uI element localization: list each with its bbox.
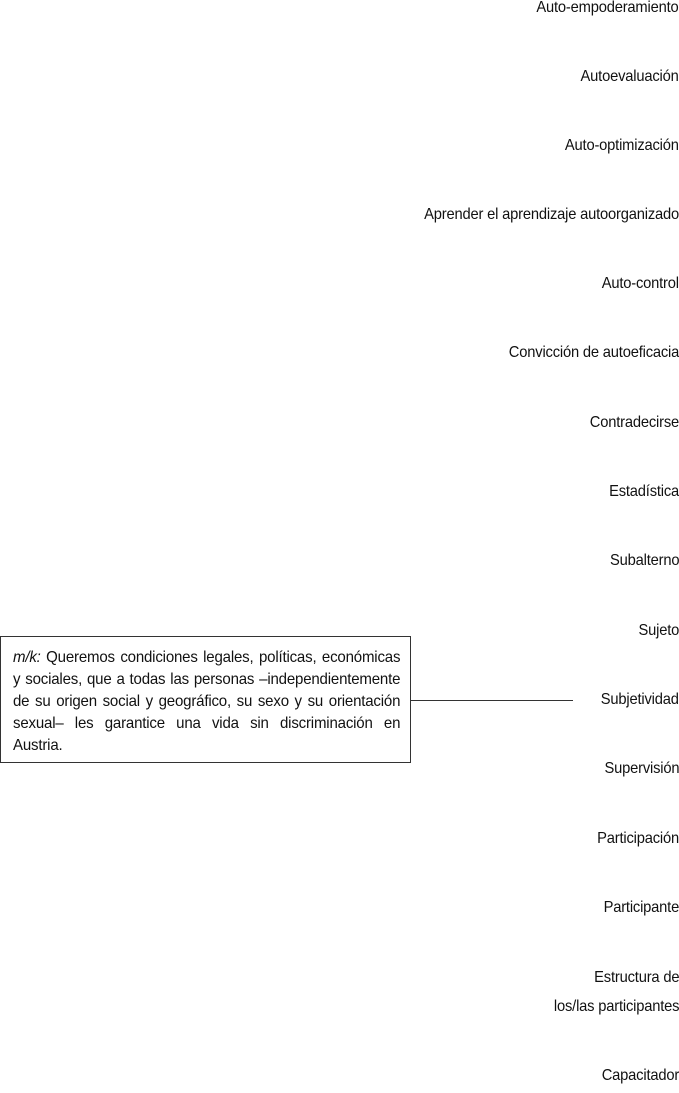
term-participante: Participante: [603, 899, 679, 916]
term-estructura-line-2: los/las participantes: [553, 998, 679, 1015]
term-autoevaluacion: Autoevaluación: [580, 68, 679, 85]
term-conviccion-autoeficacia: Convicción de autoeficacia: [508, 344, 679, 361]
term-auto-control: Auto-control: [601, 275, 679, 292]
annotation-box: [0, 636, 411, 763]
term-supervision: Supervisión: [604, 760, 679, 777]
annotation-body: Queremos condiciones legales, políticas, económicas y sociales, que a todas las personas –independientemente de su origen social y geográfico, su sexo y su orientación sexual– les garantice una vida sin discriminación en Austria.: [13, 649, 401, 754]
connector-line: [411, 700, 573, 701]
term-sujeto: Sujeto: [638, 622, 679, 639]
term-estructura-participantes: [554, 963, 679, 1021]
term-aprender-aprendizaje-autoorganizado: Aprender el aprendizaje autoorganizado: [424, 206, 679, 223]
term-subalterno: Subalterno: [609, 552, 679, 569]
term-auto-optimizacion: Auto-optimización: [565, 137, 679, 154]
term-auto-empoderamiento: Auto-empoderamiento: [536, 0, 679, 16]
annotation-text: [13, 647, 400, 757]
term-contradecirse: Contradecirse: [589, 414, 679, 431]
term-estadistica: Estadística: [609, 483, 679, 500]
term-subjetividad: Subjetividad: [601, 691, 679, 708]
term-participacion: Participación: [597, 830, 679, 847]
term-estructura-line-1: Estructura de: [593, 969, 679, 986]
annotation-prefix: m/k:: [13, 649, 41, 666]
term-capacitador: Capacitador: [601, 1067, 679, 1084]
